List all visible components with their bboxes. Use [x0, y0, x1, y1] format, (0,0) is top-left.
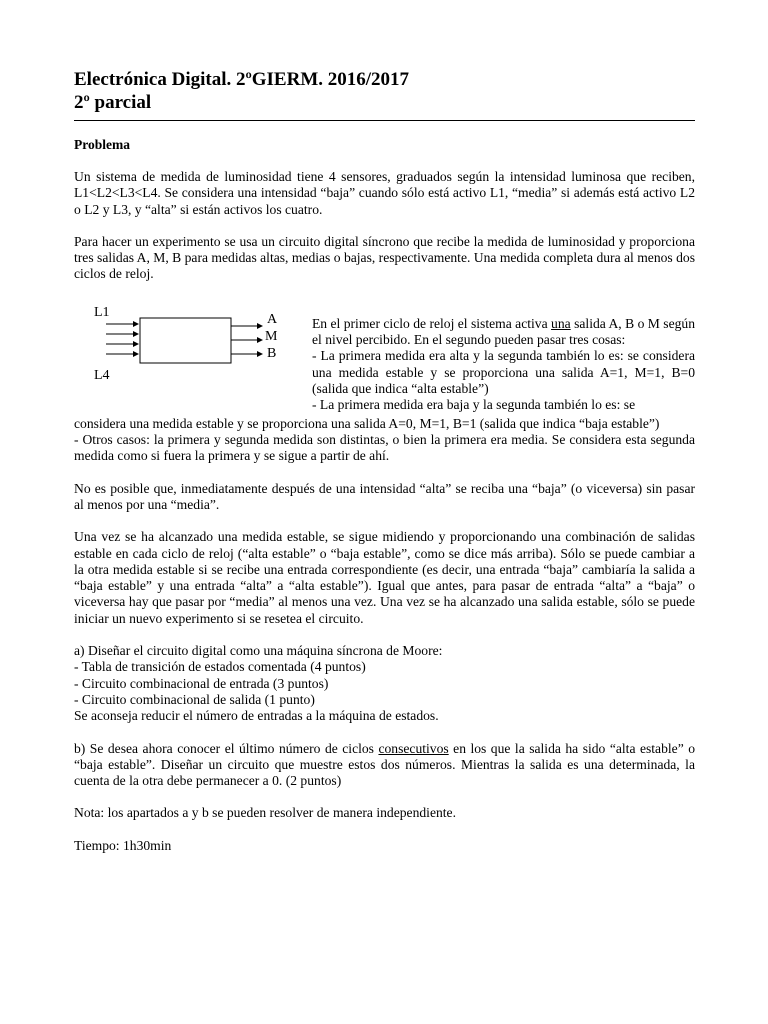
paragraph-3: No es posible que, inmediatamente después de una intensidad “alta” se reciba una “baja” (o viceversa) sin pasar al menos por una “media”.	[74, 480, 695, 512]
intro-paragraph-1: Un sistema de medida de luminosidad tiene 4 sensores, graduados según la intensidad luminosa que reciben, L1<L2<L3<L4. Se considera una intensidad “baja” cuando sólo está activo L1, “media” si además está activo L2 o L2 y L3, y “alta” si están activos los cuatro.	[74, 169, 695, 217]
underlined-word: consecutivos	[378, 740, 449, 756]
other-cases-paragraph: - Otros casos: la primera y segunda medida son distintas, o bien la primera era media. Se considera esta segunda medida como si fuera la primera y se sigue a partir de ahí.	[74, 432, 695, 464]
part-a-line-5: Se aconseja reducir el número de entradas a la máquina de estados.	[74, 708, 439, 724]
input-label-l4: L4	[94, 367, 110, 383]
header-divider	[74, 120, 695, 121]
output-label-m: M	[265, 328, 278, 344]
exam-page	[74, 68, 695, 854]
circuit-box	[140, 318, 231, 363]
side-paragraph-3: - La primera medida era baja y la segunda también lo es: se	[312, 397, 636, 413]
underlined-word: una	[551, 315, 571, 331]
part-a-line-2: - Tabla de transición de estados comentada (4 puntos)	[74, 659, 366, 675]
exam-subtitle: 2º parcial	[74, 92, 152, 113]
output-label-a: A	[267, 311, 278, 327]
side-paragraph-2: - La primera medida era alta y la segunda también lo es: se considera una medida estable y se proporciona una salida A=1, M=1, B=0 (salida que indica “alta estable”)	[312, 348, 695, 396]
part-a-line-3: - Circuito combinacional de entrada (3 puntos)	[74, 675, 329, 691]
figure-block	[74, 303, 695, 416]
continued-paragraph: considera una medida estable y se proporciona una salida A=0, M=1, B=1 (salida que indica “baja estable”)	[74, 415, 660, 431]
block-diagram	[88, 303, 298, 388]
input-label-l1: L1	[94, 304, 110, 320]
part-a-line-4: - Circuito combinacional de salida (1 punto)	[74, 691, 315, 707]
side-paragraph-1: En el primer ciclo de reloj el sistema activa una salida A, B o M según el nivel percibido. En el segundo pueden pasar tres cosas:	[312, 315, 695, 348]
paragraph-4: Una vez se ha alcanzado una medida estable, se sigue midiendo y proporcionando una combinación de salidas estable en cada ciclo de reloj (“alta estable” o “baja estable”, como se dice más arriba). Sólo se puede cambiar a la otra medida estable si se recibe una entrada correspondiente (es decir, una entrada “baja” cambiaría la salida a “baja estable” y una entrada “alta” a “alta estable”). Igual que antes, para pasar de entrada “alta” a “baja” o viceversa hay que pasar por “media” al menos una vez. Una vez se ha alcanzado una salida estable, sólo se puede iniciar un nuevo experimento si se resetea el circuito.	[74, 529, 695, 626]
output-label-b: B	[267, 345, 277, 361]
figure-side-text	[312, 316, 695, 414]
part-b-paragraph: b) Se desea ahora conocer el último número de ciclos consecutivos en los que la salida ha sido “alta estable” o “baja estable”. Diseñar un circuito que muestre estos dos números. Mientras la salida es una determinada, la cuenta de la otra debe permanecer a 0. (2 puntos)	[74, 740, 696, 789]
note: Nota: los apartados a y b se pueden resolver de manera independiente.	[74, 805, 456, 821]
time-limit: Tiempo: 1h30min	[74, 837, 172, 853]
part-a-line-1: a) Diseñar el circuito digital como una máquina síncrona de Moore:	[74, 643, 443, 659]
intro-paragraph-2: Para hacer un experimento se usa un circuito digital síncrono que recibe la medida de luminosidad y proporciona tres salidas A, M, B para medidas altas, medias o bajas, respectivamente. Una medida completa dura al menos dos ciclos de reloj.	[74, 233, 695, 282]
exam-title: Electrónica Digital. 2ºGIERM. 2016/2017	[74, 69, 410, 90]
section-title: Problema	[74, 137, 130, 152]
